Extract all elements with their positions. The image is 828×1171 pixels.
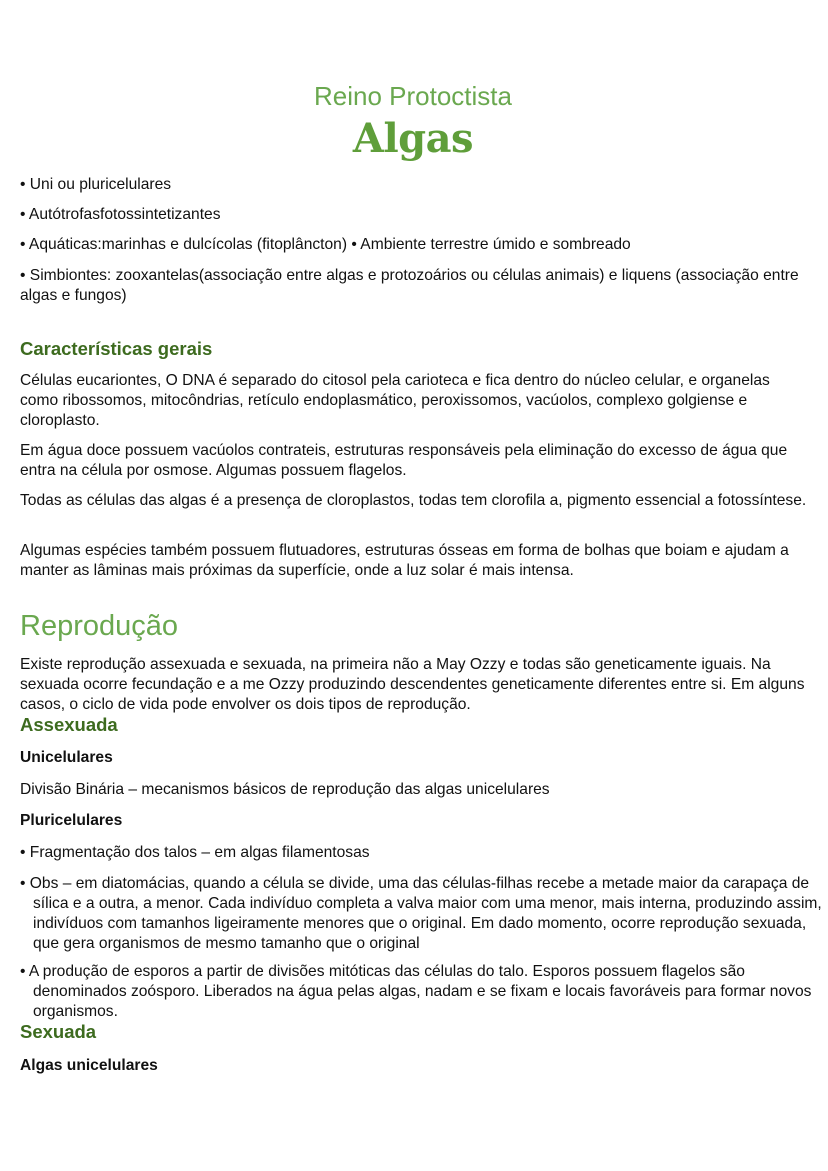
paragraph: Algumas espécies também possuem flutuadores, estruturas ósseas em forma de bolhas que boiam e ajudam a manter as lâminas mais próximas da superfície, onde a luz solar é mais intensa. [20, 542, 789, 579]
paragraph: Em água doce possuem vacúolos contrateis, estruturas responsáveis pela eliminação do excesso de água que entra na célula por osmose. Algumas possuem flagelos. [20, 442, 788, 479]
subsection-heading-assexuada: Assexuada [20, 714, 118, 735]
subheading-pluricelulares: Pluricelulares [20, 812, 123, 829]
paragraph: Células eucariontes, O DNA é separado do citosol pela carioteca e fica dentro do núcleo celular, e organelas como ribossomos, mitocôndrias, retículo endoplasmático, peroxissomos, vacúolos, complexo golgiense e cloroplasto. [20, 372, 770, 429]
subheading-algas-unicelulares: Algas unicelulares [20, 1057, 158, 1074]
paragraph: Existe reprodução assexuada e sexuada, na primeira não a May Ozzy e todas são geneticamente iguais. Na sexuada ocorre fecundação e a me Ozzy produzindo descendentes geneticamente diferentes entre si. Em alguns casos, o ciclo de vida pode envolver os dois tipos de reprodução. [20, 656, 805, 713]
list-item: • Obs – em diatomácias, quando a célula se divide, uma das células-filhas recebe a metade maior da carapaça de sílica e a outra, a menor. Cada indivíduo completa a valva maior com uma menor, mais interna, produzindo assim, indivíduos com tamanhos ligeiramente menores que o original. Em dado momento, ocorre reprodução sexuada, que gera organismos de mesmo tamanho que o original [20, 875, 822, 952]
intro-bullet: • Aquáticas:marinhas e dulcícolas (fitoplâncton) • Ambiente terrestre úmido e sombreado [20, 236, 631, 253]
page-title: Algas [352, 115, 474, 162]
section-heading-caracteristicas: Características gerais [20, 338, 213, 359]
intro-bullet: • Autótrofasfotossintetizantes [20, 206, 221, 223]
subsection-heading-sexuada: Sexuada [20, 1021, 97, 1042]
intro-bullet: • Simbiontes: zooxantelas(associação entre algas e protozoários ou células animais) e liquens (associação entre algas e fungos) [20, 267, 799, 304]
paragraph: Divisão Binária – mecanismos básicos de reprodução das algas unicelulares [20, 781, 550, 798]
subheading-unicelulares: Unicelulares [20, 749, 113, 766]
paragraph: Todas as células das algas é a presença de cloroplastos, todas tem clorofila a, pigmento essencial a fotossíntese. [20, 492, 807, 509]
section-heading-reproducao: Reprodução [20, 610, 178, 642]
list-item: • Fragmentação dos talos – em algas filamentosas [20, 844, 370, 861]
page-subtitle: Reino Protoctista [314, 81, 512, 111]
intro-bullet: • Uni ou pluricelulares [20, 176, 172, 193]
list-item: • A produção de esporos a partir de divisões mitóticas das células do talo. Esporos possuem flagelos são denominados zoósporo. Liberados na água pelas algas, nadam e se fixam e locais favoráveis para formar novos organismos. [20, 963, 812, 1020]
